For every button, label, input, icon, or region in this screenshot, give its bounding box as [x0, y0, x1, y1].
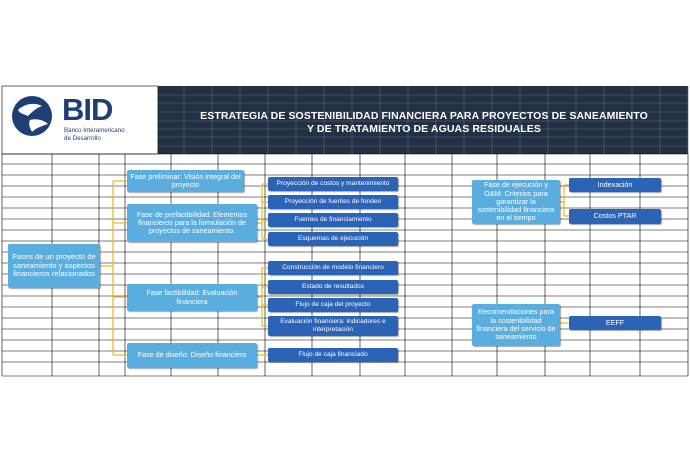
logo-subtitle-line2: de Desarrollo [64, 135, 101, 142]
phase-preliminar[interactable]: Fase preliminar: Visión integral del proyecto [127, 170, 244, 192]
item-eeff[interactable]: EEFF [569, 316, 661, 330]
title-line1: ESTRATEGIA DE SOSTENIBILIDAD FINANCIERA PARA PROYECTOS DE SANEAMIENTO [200, 110, 648, 122]
item-flujo-caja-financiado[interactable]: Flujo de caja financiado [268, 348, 398, 362]
item-modelo-financiero[interactable]: Construcción de modelo financiero [268, 261, 398, 275]
item-evaluacion-financiera[interactable]: Evaluación financiera: indicadores e interpretación [268, 316, 398, 336]
phase-recomendaciones[interactable]: Recomendaciones para la sostenibilidad financiera del servicio de saneamiento [472, 304, 560, 346]
item-proyeccion-costos[interactable]: Proyección de costos y mantenimiento [268, 177, 398, 191]
item-esquemas-ejecucion[interactable]: Esquemas de ejecución [268, 232, 398, 246]
item-indexacion[interactable]: Indexación [569, 178, 661, 192]
phase-factibilidad[interactable]: Fase factibilidad: Evaluación financiera [127, 284, 257, 311]
logo-subtitle-line1: Banco Interamericano [64, 127, 125, 134]
item-fuentes-financiamiento[interactable]: Fuentes de financiamiento [268, 213, 398, 227]
phase-diseno[interactable]: Fase de diseño: Diseño financiero [127, 343, 257, 368]
item-costos-ptar[interactable]: Costos PTAR [569, 209, 661, 224]
phase-prefactibilidad[interactable]: Fase de prefactibilidad: Elementos financieros para la formulación de proyectos de saneamiento. [127, 204, 257, 242]
logo-wordmark: BID [62, 92, 113, 127]
title-line2: Y DE TRATAMIENTO DE AGUAS RESIDUALES [306, 123, 542, 135]
item-proyeccion-fondeo[interactable]: Proyección de fuentes de fondeo [268, 195, 398, 209]
phase-ejecucion[interactable]: Fase de ejecución y O&M: Criterios para garantizar la sostenibilidad financiera en el tiempo [472, 180, 560, 224]
item-estado-resultados[interactable]: Estado de resultados [268, 280, 398, 294]
root-node[interactable]: Fases de un proyecto de saneamiento y aspectos financieros relacionados [8, 244, 100, 288]
item-flujo-caja-proyecto[interactable]: Flujo de caja del proyecto [268, 298, 398, 312]
